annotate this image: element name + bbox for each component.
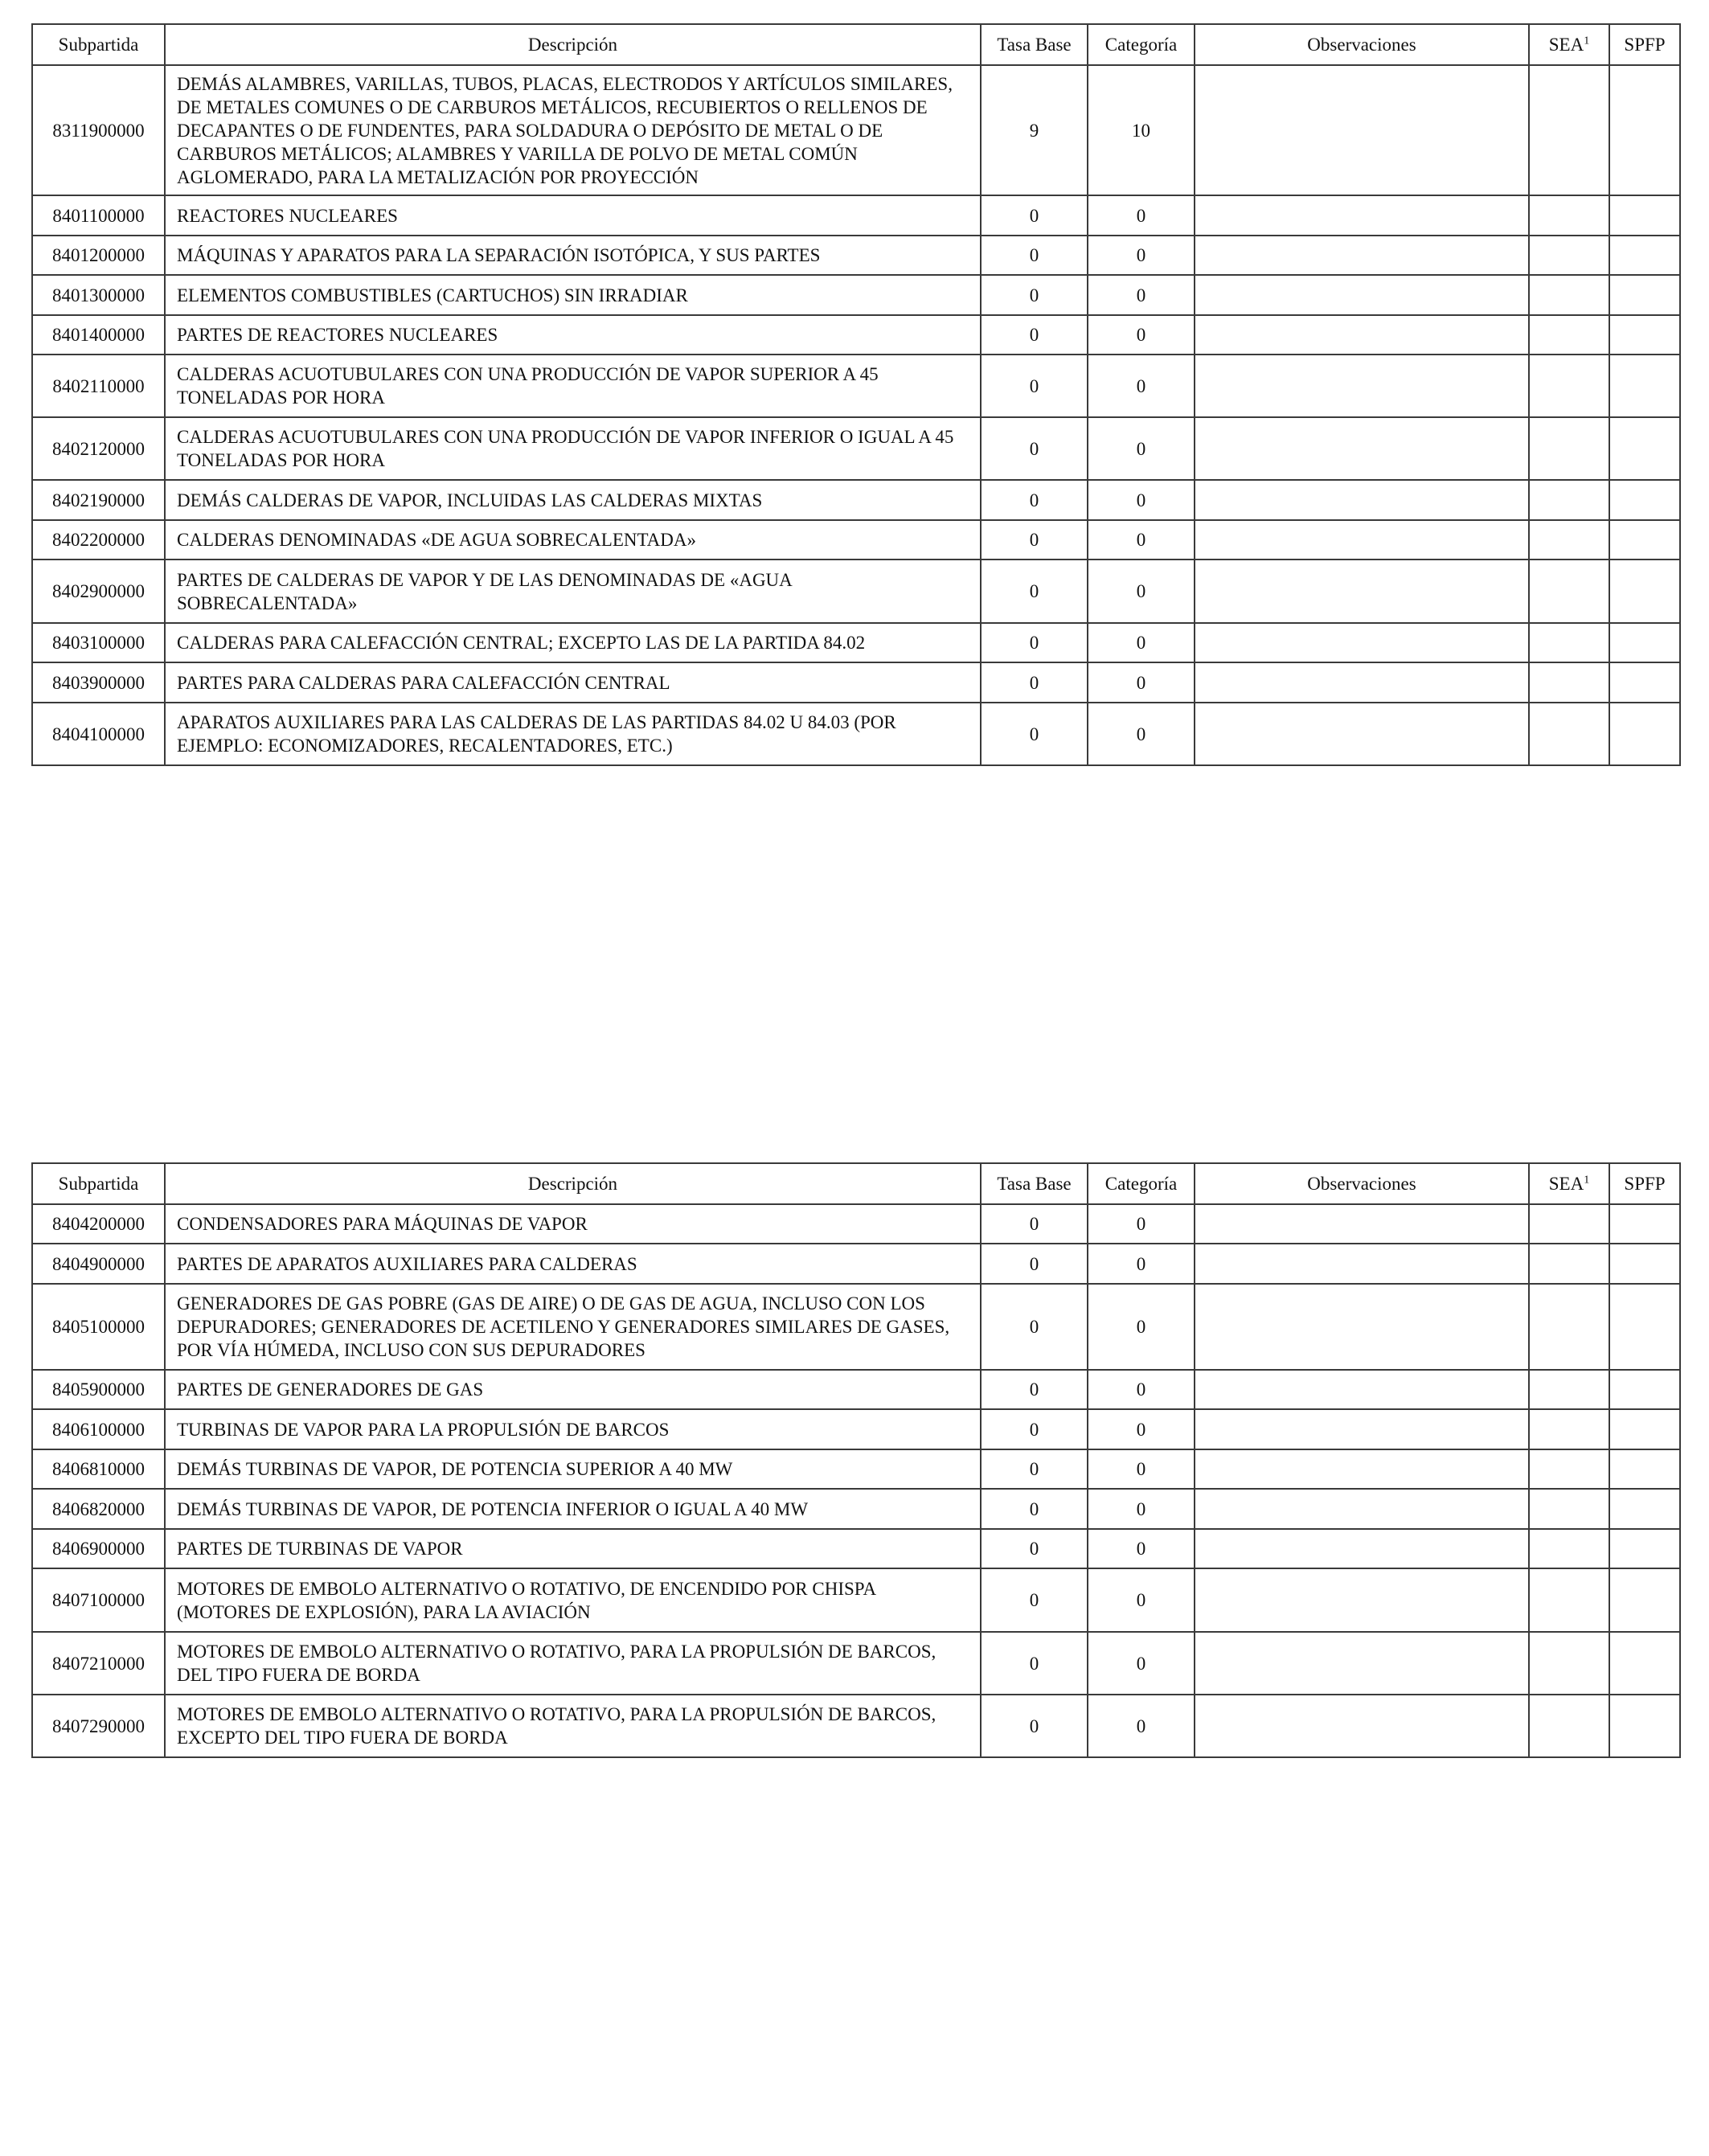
cell-categoria: 0 (1088, 1370, 1195, 1409)
table-row (32, 559, 1680, 623)
table-row (32, 275, 1680, 315)
cell-categoria: 0 (1088, 480, 1195, 520)
header-categoria: Categoría (1088, 24, 1195, 65)
cell-sea (1529, 417, 1609, 480)
tariff-table-1 (31, 23, 1681, 766)
cell-descripcion: REACTORES NUCLEARES (165, 195, 981, 236)
cell-tasa-base: 0 (981, 1244, 1088, 1284)
cell-tasa-base: 0 (981, 623, 1088, 662)
cell-descripcion: PARTES DE CALDERAS DE VAPOR Y DE LAS DENOMINADAS DE «AGUA SOBRECALENTADA» (165, 559, 981, 623)
cell-sea (1529, 275, 1609, 315)
cell-descripcion: DEMÁS TURBINAS DE VAPOR, DE POTENCIA SUPERIOR A 40 MW (165, 1449, 981, 1489)
cell-categoria: 0 (1088, 1409, 1195, 1449)
table-row (32, 662, 1680, 703)
cell-subpartida: 8406100000 (32, 1409, 165, 1449)
header-observaciones: Observaciones (1195, 24, 1529, 65)
table-row (32, 1489, 1680, 1529)
cell-descripcion: DEMÁS TURBINAS DE VAPOR, DE POTENCIA INFERIOR O IGUAL A 40 MW (165, 1489, 981, 1529)
header-sea (1529, 24, 1609, 65)
cell-spfp (1609, 195, 1680, 236)
cell-subpartida: 8401100000 (32, 195, 165, 236)
cell-observaciones (1195, 195, 1529, 236)
header-sea-label: SEA (1548, 35, 1584, 55)
cell-spfp (1609, 1489, 1680, 1529)
cell-subpartida: 8407290000 (32, 1695, 165, 1757)
cell-observaciones (1195, 703, 1529, 765)
cell-descripcion: CALDERAS DENOMINADAS «DE AGUA SOBRECALENTADA» (165, 520, 981, 559)
cell-observaciones (1195, 315, 1529, 355)
cell-tasa-base: 0 (981, 480, 1088, 520)
cell-spfp (1609, 1449, 1680, 1489)
cell-descripcion: APARATOS AUXILIARES PARA LAS CALDERAS DE LAS PARTIDAS 84.02 U 84.03 (POR EJEMPLO: ECONOMIZADORES, RECALENTADORES, ETC.) (165, 703, 981, 765)
cell-sea (1529, 1409, 1609, 1449)
cell-descripcion: MOTORES DE EMBOLO ALTERNATIVO O ROTATIVO, PARA LA PROPULSIÓN DE BARCOS, DEL TIPO FUERA DE BORDA (165, 1632, 981, 1695)
cell-tasa-base: 0 (981, 315, 1088, 355)
cell-subpartida: 8311900000 (32, 65, 165, 195)
tariff-table-2 (31, 1162, 1681, 1758)
cell-descripcion: MÁQUINAS Y APARATOS PARA LA SEPARACIÓN ISOTÓPICA, Y SUS PARTES (165, 236, 981, 275)
table-row (32, 623, 1680, 662)
cell-descripcion: CONDENSADORES PARA MÁQUINAS DE VAPOR (165, 1204, 981, 1244)
cell-categoria: 0 (1088, 195, 1195, 236)
cell-observaciones (1195, 1489, 1529, 1529)
cell-spfp (1609, 65, 1680, 195)
cell-observaciones (1195, 1529, 1529, 1568)
cell-tasa-base: 9 (981, 65, 1088, 195)
header-sea-footnote: 1 (1584, 35, 1590, 47)
header-spfp: SPFP (1609, 24, 1680, 65)
cell-observaciones (1195, 1370, 1529, 1409)
cell-observaciones (1195, 355, 1529, 417)
cell-sea (1529, 480, 1609, 520)
cell-sea (1529, 1568, 1609, 1632)
cell-descripcion: PARTES PARA CALDERAS PARA CALEFACCIÓN CENTRAL (165, 662, 981, 703)
table-row (32, 417, 1680, 480)
cell-subpartida: 8407100000 (32, 1568, 165, 1632)
cell-subpartida: 8406820000 (32, 1489, 165, 1529)
cell-observaciones (1195, 65, 1529, 195)
cell-descripcion: MOTORES DE EMBOLO ALTERNATIVO O ROTATIVO, DE ENCENDIDO POR CHISPA (MOTORES DE EXPLOSIÓN), PARA LA AVIACIÓN (165, 1568, 981, 1632)
cell-sea (1529, 65, 1609, 195)
cell-subpartida: 8404100000 (32, 703, 165, 765)
cell-descripcion: ELEMENTOS COMBUSTIBLES (CARTUCHOS) SIN IRRADIAR (165, 275, 981, 315)
cell-spfp (1609, 623, 1680, 662)
cell-sea (1529, 703, 1609, 765)
cell-spfp (1609, 1695, 1680, 1757)
cell-sea (1529, 520, 1609, 559)
table-row (32, 480, 1680, 520)
cell-categoria: 0 (1088, 1244, 1195, 1284)
cell-spfp (1609, 1284, 1680, 1370)
cell-observaciones (1195, 417, 1529, 480)
cell-observaciones (1195, 662, 1529, 703)
cell-tasa-base: 0 (981, 1370, 1088, 1409)
cell-categoria: 0 (1088, 559, 1195, 623)
cell-categoria: 0 (1088, 1568, 1195, 1632)
cell-subpartida: 8406810000 (32, 1449, 165, 1489)
table-body (32, 1204, 1680, 1757)
cell-subpartida: 8403100000 (32, 623, 165, 662)
cell-observaciones (1195, 1449, 1529, 1489)
cell-subpartida: 8402120000 (32, 417, 165, 480)
cell-tasa-base: 0 (981, 520, 1088, 559)
cell-spfp (1609, 1409, 1680, 1449)
cell-tasa-base: 0 (981, 1695, 1088, 1757)
cell-categoria: 0 (1088, 275, 1195, 315)
cell-categoria: 0 (1088, 1284, 1195, 1370)
cell-tasa-base: 0 (981, 1632, 1088, 1695)
cell-categoria: 0 (1088, 662, 1195, 703)
table-row (32, 703, 1680, 765)
header-sea-label: SEA (1548, 1174, 1584, 1194)
cell-subpartida: 8403900000 (32, 662, 165, 703)
header-descripcion: Descripción (165, 1163, 981, 1204)
table-row (32, 520, 1680, 559)
cell-subpartida: 8401200000 (32, 236, 165, 275)
cell-subpartida: 8402200000 (32, 520, 165, 559)
table-row (32, 1632, 1680, 1695)
cell-observaciones (1195, 1244, 1529, 1284)
table-row (32, 1449, 1680, 1489)
cell-spfp (1609, 1568, 1680, 1632)
cell-categoria: 0 (1088, 236, 1195, 275)
cell-descripcion: CALDERAS ACUOTUBULARES CON UNA PRODUCCIÓN DE VAPOR SUPERIOR A 45 TONELADAS POR HORA (165, 355, 981, 417)
cell-tasa-base: 0 (981, 195, 1088, 236)
cell-sea (1529, 1284, 1609, 1370)
cell-spfp (1609, 520, 1680, 559)
cell-observaciones (1195, 520, 1529, 559)
cell-descripcion: CALDERAS PARA CALEFACCIÓN CENTRAL; EXCEPTO LAS DE LA PARTIDA 84.02 (165, 623, 981, 662)
cell-descripcion: PARTES DE APARATOS AUXILIARES PARA CALDERAS (165, 1244, 981, 1284)
cell-categoria: 0 (1088, 1489, 1195, 1529)
cell-categoria: 0 (1088, 1449, 1195, 1489)
cell-sea (1529, 1204, 1609, 1244)
cell-sea (1529, 315, 1609, 355)
cell-observaciones (1195, 559, 1529, 623)
table-row (32, 1370, 1680, 1409)
table-row (32, 65, 1680, 195)
cell-tasa-base: 0 (981, 1568, 1088, 1632)
table-header (32, 24, 1680, 65)
cell-spfp (1609, 275, 1680, 315)
cell-sea (1529, 1529, 1609, 1568)
cell-subpartida: 8404200000 (32, 1204, 165, 1244)
table-row (32, 1529, 1680, 1568)
cell-tasa-base: 0 (981, 1489, 1088, 1529)
cell-observaciones (1195, 1568, 1529, 1632)
cell-observaciones (1195, 1632, 1529, 1695)
table-row (32, 236, 1680, 275)
cell-tasa-base: 0 (981, 1204, 1088, 1244)
cell-subpartida: 8402190000 (32, 480, 165, 520)
cell-categoria: 0 (1088, 1529, 1195, 1568)
cell-categoria: 0 (1088, 1204, 1195, 1244)
cell-sea (1529, 1695, 1609, 1757)
cell-spfp (1609, 480, 1680, 520)
cell-subpartida: 8404900000 (32, 1244, 165, 1284)
cell-categoria: 0 (1088, 1632, 1195, 1695)
cell-spfp (1609, 1632, 1680, 1695)
header-sea-footnote: 1 (1584, 1174, 1590, 1187)
cell-subpartida: 8401300000 (32, 275, 165, 315)
cell-subpartida: 8405900000 (32, 1370, 165, 1409)
table-body (32, 65, 1680, 765)
cell-categoria: 0 (1088, 417, 1195, 480)
cell-spfp (1609, 236, 1680, 275)
cell-sea (1529, 1632, 1609, 1695)
header-tasa-base: Tasa Base (981, 24, 1088, 65)
cell-sea (1529, 1449, 1609, 1489)
header-spfp: SPFP (1609, 1163, 1680, 1204)
table-header (32, 1163, 1680, 1204)
cell-spfp (1609, 1529, 1680, 1568)
cell-sea (1529, 623, 1609, 662)
cell-spfp (1609, 315, 1680, 355)
header-sea (1529, 1163, 1609, 1204)
cell-categoria: 0 (1088, 520, 1195, 559)
cell-sea (1529, 355, 1609, 417)
cell-descripcion: TURBINAS DE VAPOR PARA LA PROPULSIÓN DE BARCOS (165, 1409, 981, 1449)
cell-sea (1529, 1244, 1609, 1284)
cell-tasa-base: 0 (981, 355, 1088, 417)
cell-observaciones (1195, 1204, 1529, 1244)
table-row (32, 355, 1680, 417)
cell-categoria: 0 (1088, 623, 1195, 662)
cell-sea (1529, 662, 1609, 703)
table-row (32, 195, 1680, 236)
cell-tasa-base: 0 (981, 236, 1088, 275)
header-observaciones: Observaciones (1195, 1163, 1529, 1204)
cell-descripcion: DEMÁS CALDERAS DE VAPOR, INCLUIDAS LAS CALDERAS MIXTAS (165, 480, 981, 520)
table-row (32, 1409, 1680, 1449)
header-subpartida: Subpartida (32, 1163, 165, 1204)
cell-subpartida: 8402110000 (32, 355, 165, 417)
cell-spfp (1609, 1370, 1680, 1409)
header-categoria: Categoría (1088, 1163, 1195, 1204)
cell-spfp (1609, 559, 1680, 623)
cell-observaciones (1195, 1409, 1529, 1449)
cell-categoria: 10 (1088, 65, 1195, 195)
cell-spfp (1609, 355, 1680, 417)
cell-spfp (1609, 703, 1680, 765)
cell-tasa-base: 0 (981, 1409, 1088, 1449)
cell-subpartida: 8406900000 (32, 1529, 165, 1568)
cell-observaciones (1195, 236, 1529, 275)
header-subpartida: Subpartida (32, 24, 165, 65)
cell-observaciones (1195, 1284, 1529, 1370)
cell-spfp (1609, 1204, 1680, 1244)
cell-categoria: 0 (1088, 703, 1195, 765)
cell-subpartida: 8407210000 (32, 1632, 165, 1695)
cell-categoria: 0 (1088, 315, 1195, 355)
cell-observaciones (1195, 275, 1529, 315)
cell-observaciones (1195, 480, 1529, 520)
table-row (32, 1568, 1680, 1632)
cell-spfp (1609, 417, 1680, 480)
cell-descripcion: PARTES DE REACTORES NUCLEARES (165, 315, 981, 355)
cell-tasa-base: 0 (981, 1449, 1088, 1489)
header-descripcion: Descripción (165, 24, 981, 65)
cell-subpartida: 8405100000 (32, 1284, 165, 1370)
cell-descripcion: CALDERAS ACUOTUBULARES CON UNA PRODUCCIÓN DE VAPOR INFERIOR O IGUAL A 45 TONELADAS POR HORA (165, 417, 981, 480)
cell-observaciones (1195, 1695, 1529, 1757)
header-tasa-base: Tasa Base (981, 1163, 1088, 1204)
cell-sea (1529, 1370, 1609, 1409)
table-row (32, 1284, 1680, 1370)
cell-descripcion: GENERADORES DE GAS POBRE (GAS DE AIRE) O DE GAS DE AGUA, INCLUSO CON LOS DEPURADORES; GENERADORES DE ACETILENO Y GENERADORES SIMILARES DE GASES, POR VÍA HÚMEDA, INCLUSO CON SUS DEPURADORES (165, 1284, 981, 1370)
cell-tasa-base: 0 (981, 559, 1088, 623)
cell-spfp (1609, 1244, 1680, 1284)
cell-tasa-base: 0 (981, 1284, 1088, 1370)
cell-observaciones (1195, 623, 1529, 662)
cell-descripcion: DEMÁS ALAMBRES, VARILLAS, TUBOS, PLACAS, ELECTRODOS Y ARTÍCULOS SIMILARES, DE METALES COMUNES O DE CARBUROS METÁLICOS, RECUBIERTOS O RELLENOS DE DECAPANTES O DE FUNDENTES, PARA SOLDADURA O DEPÓSITO DE METAL O DE CARBUROS METÁLICOS; ALAMBRES Y VARILLA DE POLVO DE METAL COMÚN AGLOMERADO, PARA LA METALIZACIÓN POR PROYECCIÓN (165, 65, 981, 195)
cell-descripcion: PARTES DE GENERADORES DE GAS (165, 1370, 981, 1409)
cell-sea (1529, 195, 1609, 236)
cell-categoria: 0 (1088, 355, 1195, 417)
table-row (32, 1695, 1680, 1757)
table-row (32, 1204, 1680, 1244)
cell-spfp (1609, 662, 1680, 703)
cell-subpartida: 8402900000 (32, 559, 165, 623)
cell-descripcion: PARTES DE TURBINAS DE VAPOR (165, 1529, 981, 1568)
cell-tasa-base: 0 (981, 275, 1088, 315)
table-row (32, 315, 1680, 355)
cell-sea (1529, 559, 1609, 623)
cell-tasa-base: 0 (981, 703, 1088, 765)
cell-tasa-base: 0 (981, 417, 1088, 480)
cell-tasa-base: 0 (981, 662, 1088, 703)
cell-categoria: 0 (1088, 1695, 1195, 1757)
cell-subpartida: 8401400000 (32, 315, 165, 355)
cell-descripcion: MOTORES DE EMBOLO ALTERNATIVO O ROTATIVO, PARA LA PROPULSIÓN DE BARCOS, EXCEPTO DEL TIPO FUERA DE BORDA (165, 1695, 981, 1757)
cell-tasa-base: 0 (981, 1529, 1088, 1568)
cell-sea (1529, 1489, 1609, 1529)
table-row (32, 1244, 1680, 1284)
cell-sea (1529, 236, 1609, 275)
